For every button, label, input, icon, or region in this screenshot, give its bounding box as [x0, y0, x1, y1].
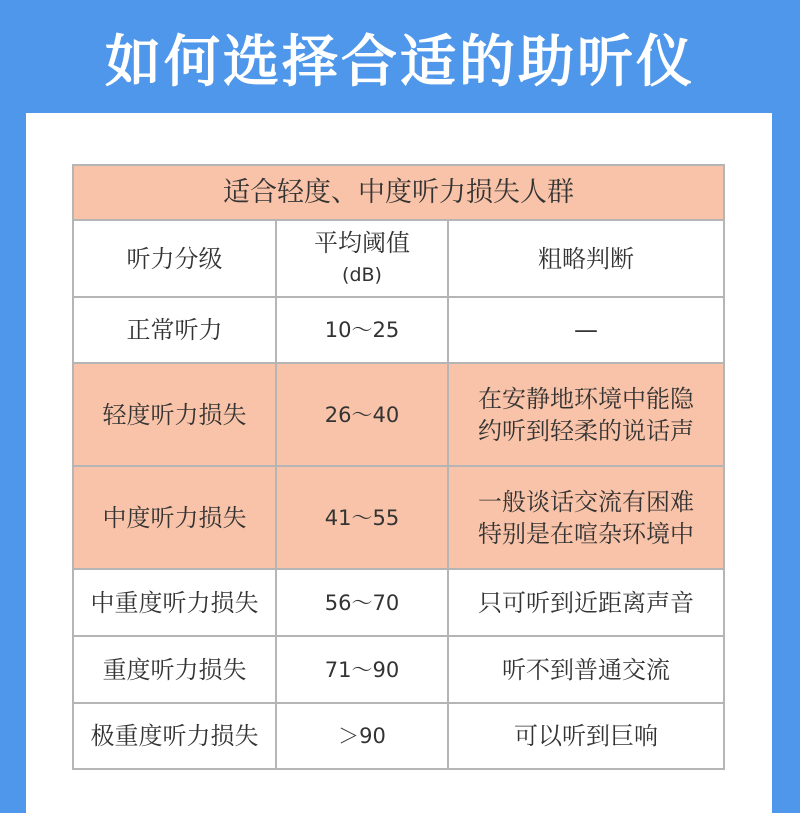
row-threshold: 41～55	[276, 466, 448, 569]
row-description-line: 特别是在喧杂环境中	[478, 519, 695, 548]
row-level: 中度听力损失	[73, 466, 276, 569]
row-threshold: 10～25	[276, 297, 448, 363]
hearing-loss-table	[72, 164, 725, 770]
table-row	[73, 569, 724, 636]
row-description-line: 在安静地环境中能隐	[478, 384, 695, 413]
row-level: 极重度听力损失	[73, 703, 276, 769]
header-threshold-unit: (dB)	[342, 263, 382, 286]
row-description	[448, 466, 724, 569]
row-threshold: 26～40	[276, 363, 448, 466]
header-threshold-label: 平均阈值	[314, 228, 410, 257]
page-title: 如何选择合适的助听仪	[105, 30, 695, 95]
table-row	[73, 297, 724, 363]
table-heading: 适合轻度、中度听力损失人群	[73, 165, 724, 220]
table-row	[73, 703, 724, 769]
header-threshold	[276, 220, 448, 297]
row-level: 重度听力损失	[73, 636, 276, 703]
table-heading-row	[73, 165, 724, 220]
table-row	[73, 363, 724, 466]
row-description: 听不到普通交流	[448, 636, 724, 703]
table-row	[73, 466, 724, 569]
row-level: 轻度听力损失	[73, 363, 276, 466]
row-description-line: 一般谈话交流有困难	[478, 487, 695, 516]
table-header-row	[73, 220, 724, 297]
row-threshold: ＞90	[276, 703, 448, 769]
row-level: 中重度听力损失	[73, 569, 276, 636]
header-level: 听力分级	[73, 220, 276, 297]
row-description-line: 约听到轻柔的说话声	[478, 416, 695, 445]
row-description: 只可听到近距离声音	[448, 569, 724, 636]
header-judgement: 粗略判断	[448, 220, 724, 297]
table-row	[73, 636, 724, 703]
row-threshold: 71～90	[276, 636, 448, 703]
row-threshold: 56～70	[276, 569, 448, 636]
row-description: 可以听到巨响	[448, 703, 724, 769]
row-level: 正常听力	[73, 297, 276, 363]
row-description: —	[448, 297, 724, 363]
row-description	[448, 363, 724, 466]
